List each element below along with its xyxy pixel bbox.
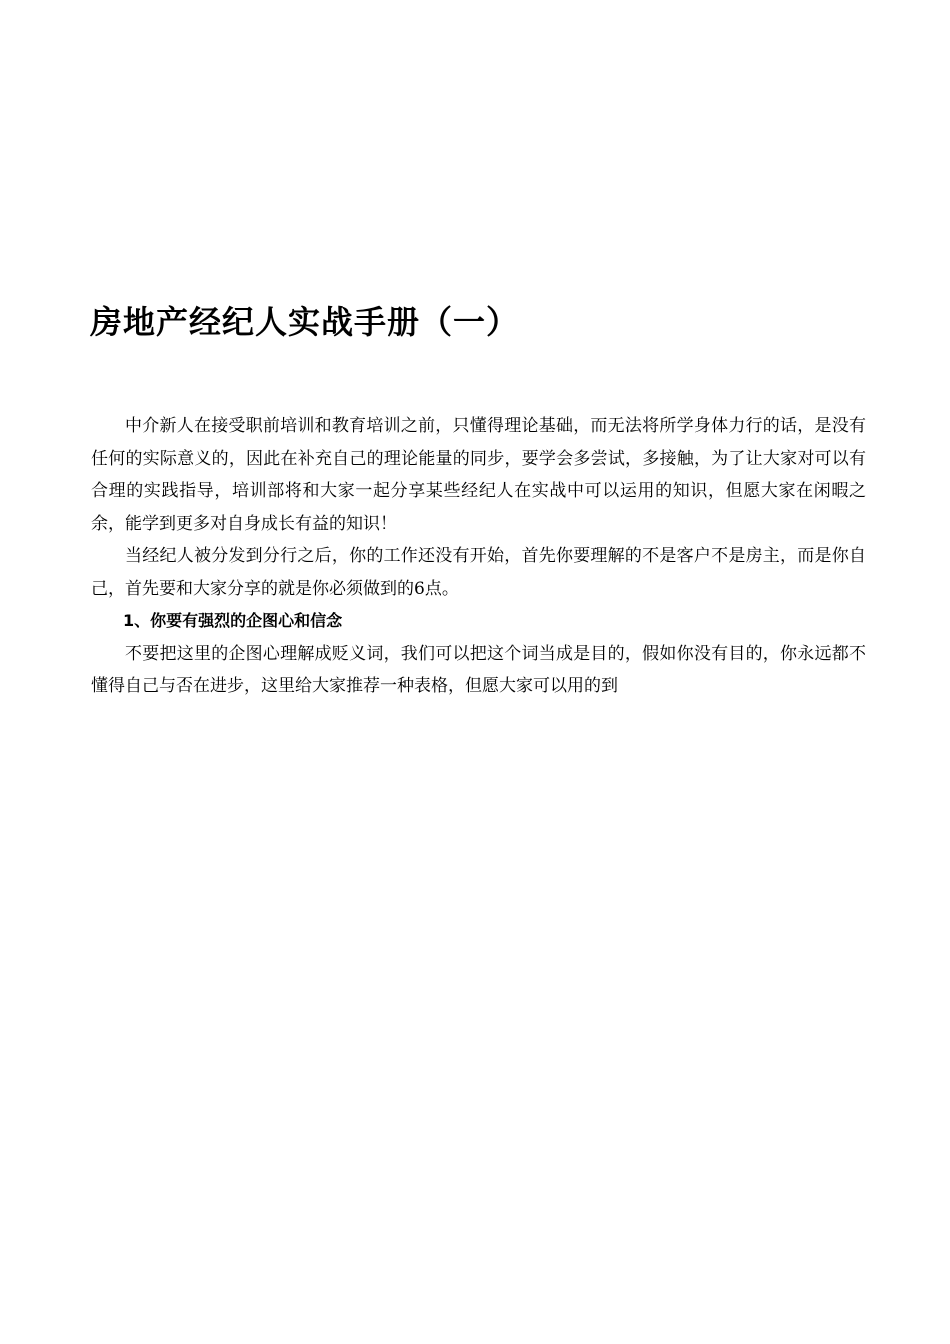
paragraph-assignment: 当经纪人被分发到分行之后，你的工作还没有开始，首先你要理解的不是客户不是房主，而是你自己，首先要和大家分享的就是你必须做到的6点。 (91, 546, 866, 599)
section-heading-1: 1、你要有强烈的企图心和信念 (123, 611, 343, 630)
paragraph-section-1: 不要把这里的企图心理解成贬义词，我们可以把这个词当成是目的，假如你没有目的，你永远都不懂得自己与否在进步，这里给大家推荐一种表格，但愿大家可以用的到 (91, 643, 866, 696)
document-title: 房地产经纪人实战手册（一） (90, 303, 520, 341)
paragraph-intro: 中介新人在接受职前培训和教育培训之前，只懂得理论基础，而无法将所学身体力行的话，是没有任何的实际意义的，因此在补充自己的理论能量的同步，要学会多尝试，多接触，为了让大家对可以有合理的实践指导，培训部将和大家一起分享某些经纪人在实战中可以运用的知识，但愿大家在闲暇之余，能学到更多对自身成长有益的知识！ (91, 416, 866, 534)
document-body (91, 410, 866, 703)
